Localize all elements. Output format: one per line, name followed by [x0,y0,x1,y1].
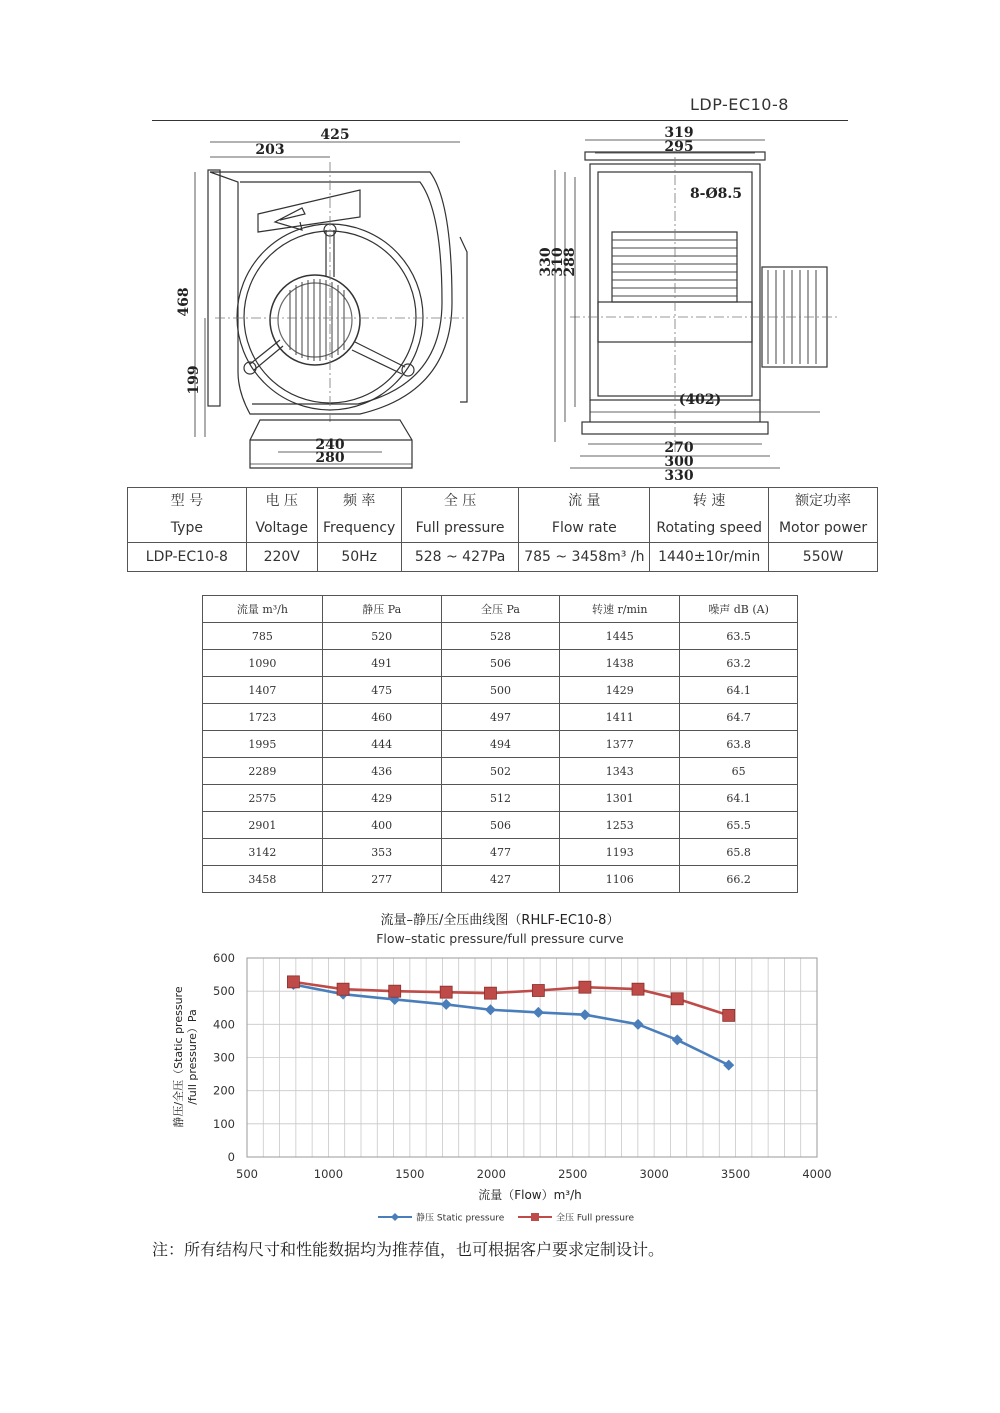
perf-cell: 528 [441,623,560,650]
dim-side-h2: 310 [550,247,566,277]
perf-row [203,812,798,839]
perf-cell: 64.1 [680,677,798,704]
spec-header-cell: 电 压 Voltage [246,488,317,543]
spec-value-cell: 50Hz [317,543,401,572]
spec-header-cell: 全 压 Full pressure [401,488,519,543]
perf-cell: 494 [441,731,560,758]
data-point-full-pressure [671,993,683,1005]
spec-value-row [128,543,878,572]
perf-cell: 63.2 [680,650,798,677]
perf-row [203,731,798,758]
data-point-full-pressure [723,1009,735,1021]
perf-cell: 500 [441,677,560,704]
perf-cell: 63.5 [680,623,798,650]
perf-cell: 436 [322,758,441,785]
perf-cell: 520 [322,623,441,650]
perf-cell: 785 [203,623,323,650]
legend-label: 全压 Full pressure [556,1213,634,1224]
perf-cell: 506 [441,650,560,677]
spec-value-cell: LDP-EC10-8 [128,543,247,572]
model-code-header: LDP-EC10-8 [690,95,789,114]
perf-cell: 1411 [560,704,680,731]
perf-row [203,758,798,785]
perf-header-cell: 静压 Pa [322,596,441,623]
data-point-full-pressure [484,987,496,999]
perf-cell: 444 [322,731,441,758]
spec-header-cell: 型 号 Type [128,488,247,543]
data-point-static-pressure [723,1060,734,1071]
perf-cell: 65 [680,758,798,785]
y-tick-label: 600 [213,951,235,965]
perf-cell: 65.5 [680,812,798,839]
dim-side-h1: 330 [538,247,554,277]
spec-value-cell: 1440±10r/min [650,543,769,572]
chart-series [287,976,734,1071]
y-tick-label: 0 [227,1150,235,1164]
perf-header-cell: 流量 m³/h [203,596,323,623]
data-point-static-pressure [533,1007,544,1018]
data-point-full-pressure [579,981,591,993]
y-tick-label: 400 [213,1017,235,1032]
y-tick-label: 300 [213,1050,235,1065]
perf-cell: 427 [441,866,560,893]
perf-cell: 2575 [203,785,323,812]
data-point-static-pressure [485,1004,496,1015]
dim-side-base3: 330 [664,468,694,484]
perf-cell: 1090 [203,650,323,677]
spec-value-cell: 220V [246,543,317,572]
chart-subtitle: Flow–static pressure/full pressure curve [376,931,624,946]
performance-table [202,595,798,893]
perf-row [203,650,798,677]
perf-cell: 353 [322,839,441,866]
perf-cell: 400 [322,812,441,839]
data-point-full-pressure [532,985,544,997]
dim-front-height: 468 [176,287,192,317]
front-view [195,142,467,468]
dim-base-top: 240 [315,437,345,453]
spec-table [127,487,878,572]
perf-cell: 1301 [560,785,680,812]
perf-cell: 1253 [560,812,680,839]
chart-x-label: 流量（Flow）m³/h [478,1188,582,1202]
perf-cell: 1438 [560,650,680,677]
data-point-full-pressure [337,983,349,995]
spec-header-cell: 转 速 Rotating speed [650,488,769,543]
dim-front-half: 203 [255,142,285,158]
footnote: 注：所有结构尺寸和性能数据均为推荐值，也可根据客户要求定制设计。 [152,1240,665,1259]
perf-row [203,704,798,731]
x-tick-label: 3000 [639,1167,669,1181]
perf-cell: 65.8 [680,839,798,866]
x-tick-label: 500 [236,1167,258,1181]
dim-side-h3: 288 [562,247,578,277]
y-tick-label: 100 [213,1116,235,1131]
perf-cell: 2901 [203,812,323,839]
chart-title: 流量–静压/全压曲线图（RHLF-EC10-8） [380,913,620,928]
perf-cell: 1377 [560,731,680,758]
perf-row [203,839,798,866]
dim-side-inner: 295 [664,139,694,155]
perf-cell: 3142 [203,839,323,866]
perf-header-cell: 转速 r/min [560,596,680,623]
data-point-full-pressure [632,983,644,995]
perf-header-cell: 噪声 dB (A) [680,596,798,623]
perf-cell: 429 [322,785,441,812]
data-point-static-pressure [633,1019,644,1030]
perf-header-cell: 全压 Pa [441,596,560,623]
data-point-full-pressure [440,986,452,998]
perf-cell: 1343 [560,758,680,785]
perf-cell: 477 [441,839,560,866]
dim-side-base2: 300 [664,454,694,470]
chart-legend [378,1212,634,1224]
perf-cell: 1429 [560,677,680,704]
dim-hole-spec: 8-Ø8.5 [689,186,743,202]
perf-cell: 1723 [203,704,323,731]
perf-row [203,677,798,704]
spec-header-cell: 频 率 Frequency [317,488,401,543]
x-tick-label: 1500 [395,1167,425,1181]
perf-row [203,785,798,812]
perf-cell: 497 [441,704,560,731]
perf-cell: 1445 [560,623,680,650]
perf-cell: 64.7 [680,704,798,731]
x-tick-label: 4000 [802,1167,832,1181]
perf-cell: 2289 [203,758,323,785]
perf-cell: 1407 [203,677,323,704]
y-tick-label: 200 [213,1083,235,1098]
perf-row [203,623,798,650]
data-point-full-pressure [287,976,299,988]
legend-marker-diamond [391,1213,399,1221]
perf-header-row [203,596,798,623]
spec-header-cell: 流 量 Flow rate [519,488,650,543]
data-point-static-pressure [672,1034,683,1045]
dim-front-lower: 199 [186,365,202,395]
spec-value-cell: 528 ~ 427Pa [401,543,519,572]
perf-cell: 460 [322,704,441,731]
perf-cell: 1106 [560,866,680,893]
legend-marker-square [531,1213,539,1221]
x-tick-label: 2500 [558,1167,588,1181]
x-tick-label: 2000 [476,1167,506,1181]
chart-y-label-2: /full pressure）Pa [186,1009,199,1105]
perf-cell: 475 [322,677,441,704]
dim-side-base1: 270 [664,440,694,456]
spec-value-cell: 550W [769,543,878,572]
perf-cell: 3458 [203,866,323,893]
dim-side-outer: 319 [664,125,694,141]
perf-cell: 502 [441,758,560,785]
perf-cell: 1995 [203,731,323,758]
perf-body [203,623,798,893]
perf-cell: 506 [441,812,560,839]
perf-cell: 66.2 [680,866,798,893]
pressure-curve-chart [160,905,840,1230]
x-tick-label: 1000 [313,1167,344,1181]
spec-value-cell: 785 ~ 3458m³ /h [519,543,650,572]
perf-cell: 63.8 [680,731,798,758]
dim-base-bottom: 280 [315,450,345,466]
y-tick-label: 500 [213,984,235,999]
perf-cell: 491 [322,650,441,677]
perf-cell: 64.1 [680,785,798,812]
dim-side-depth: (402) [678,392,722,408]
perf-row [203,866,798,893]
legend-label: 静压 Static pressure [416,1213,505,1224]
data-point-full-pressure [389,985,401,997]
spec-header-cell: 额定功率 Motor power [769,488,878,543]
spec-header-row [128,488,878,543]
dim-front-width: 425 [320,127,350,143]
perf-cell: 512 [441,785,560,812]
perf-cell: 277 [322,866,441,893]
chart-y-label-1: 静压/全压（Static pressure [172,986,185,1128]
technical-drawing [130,122,870,488]
header-divider [152,120,848,121]
chart-tick-labels [213,951,832,1181]
x-tick-label: 3500 [720,1167,751,1181]
perf-cell: 1193 [560,839,680,866]
